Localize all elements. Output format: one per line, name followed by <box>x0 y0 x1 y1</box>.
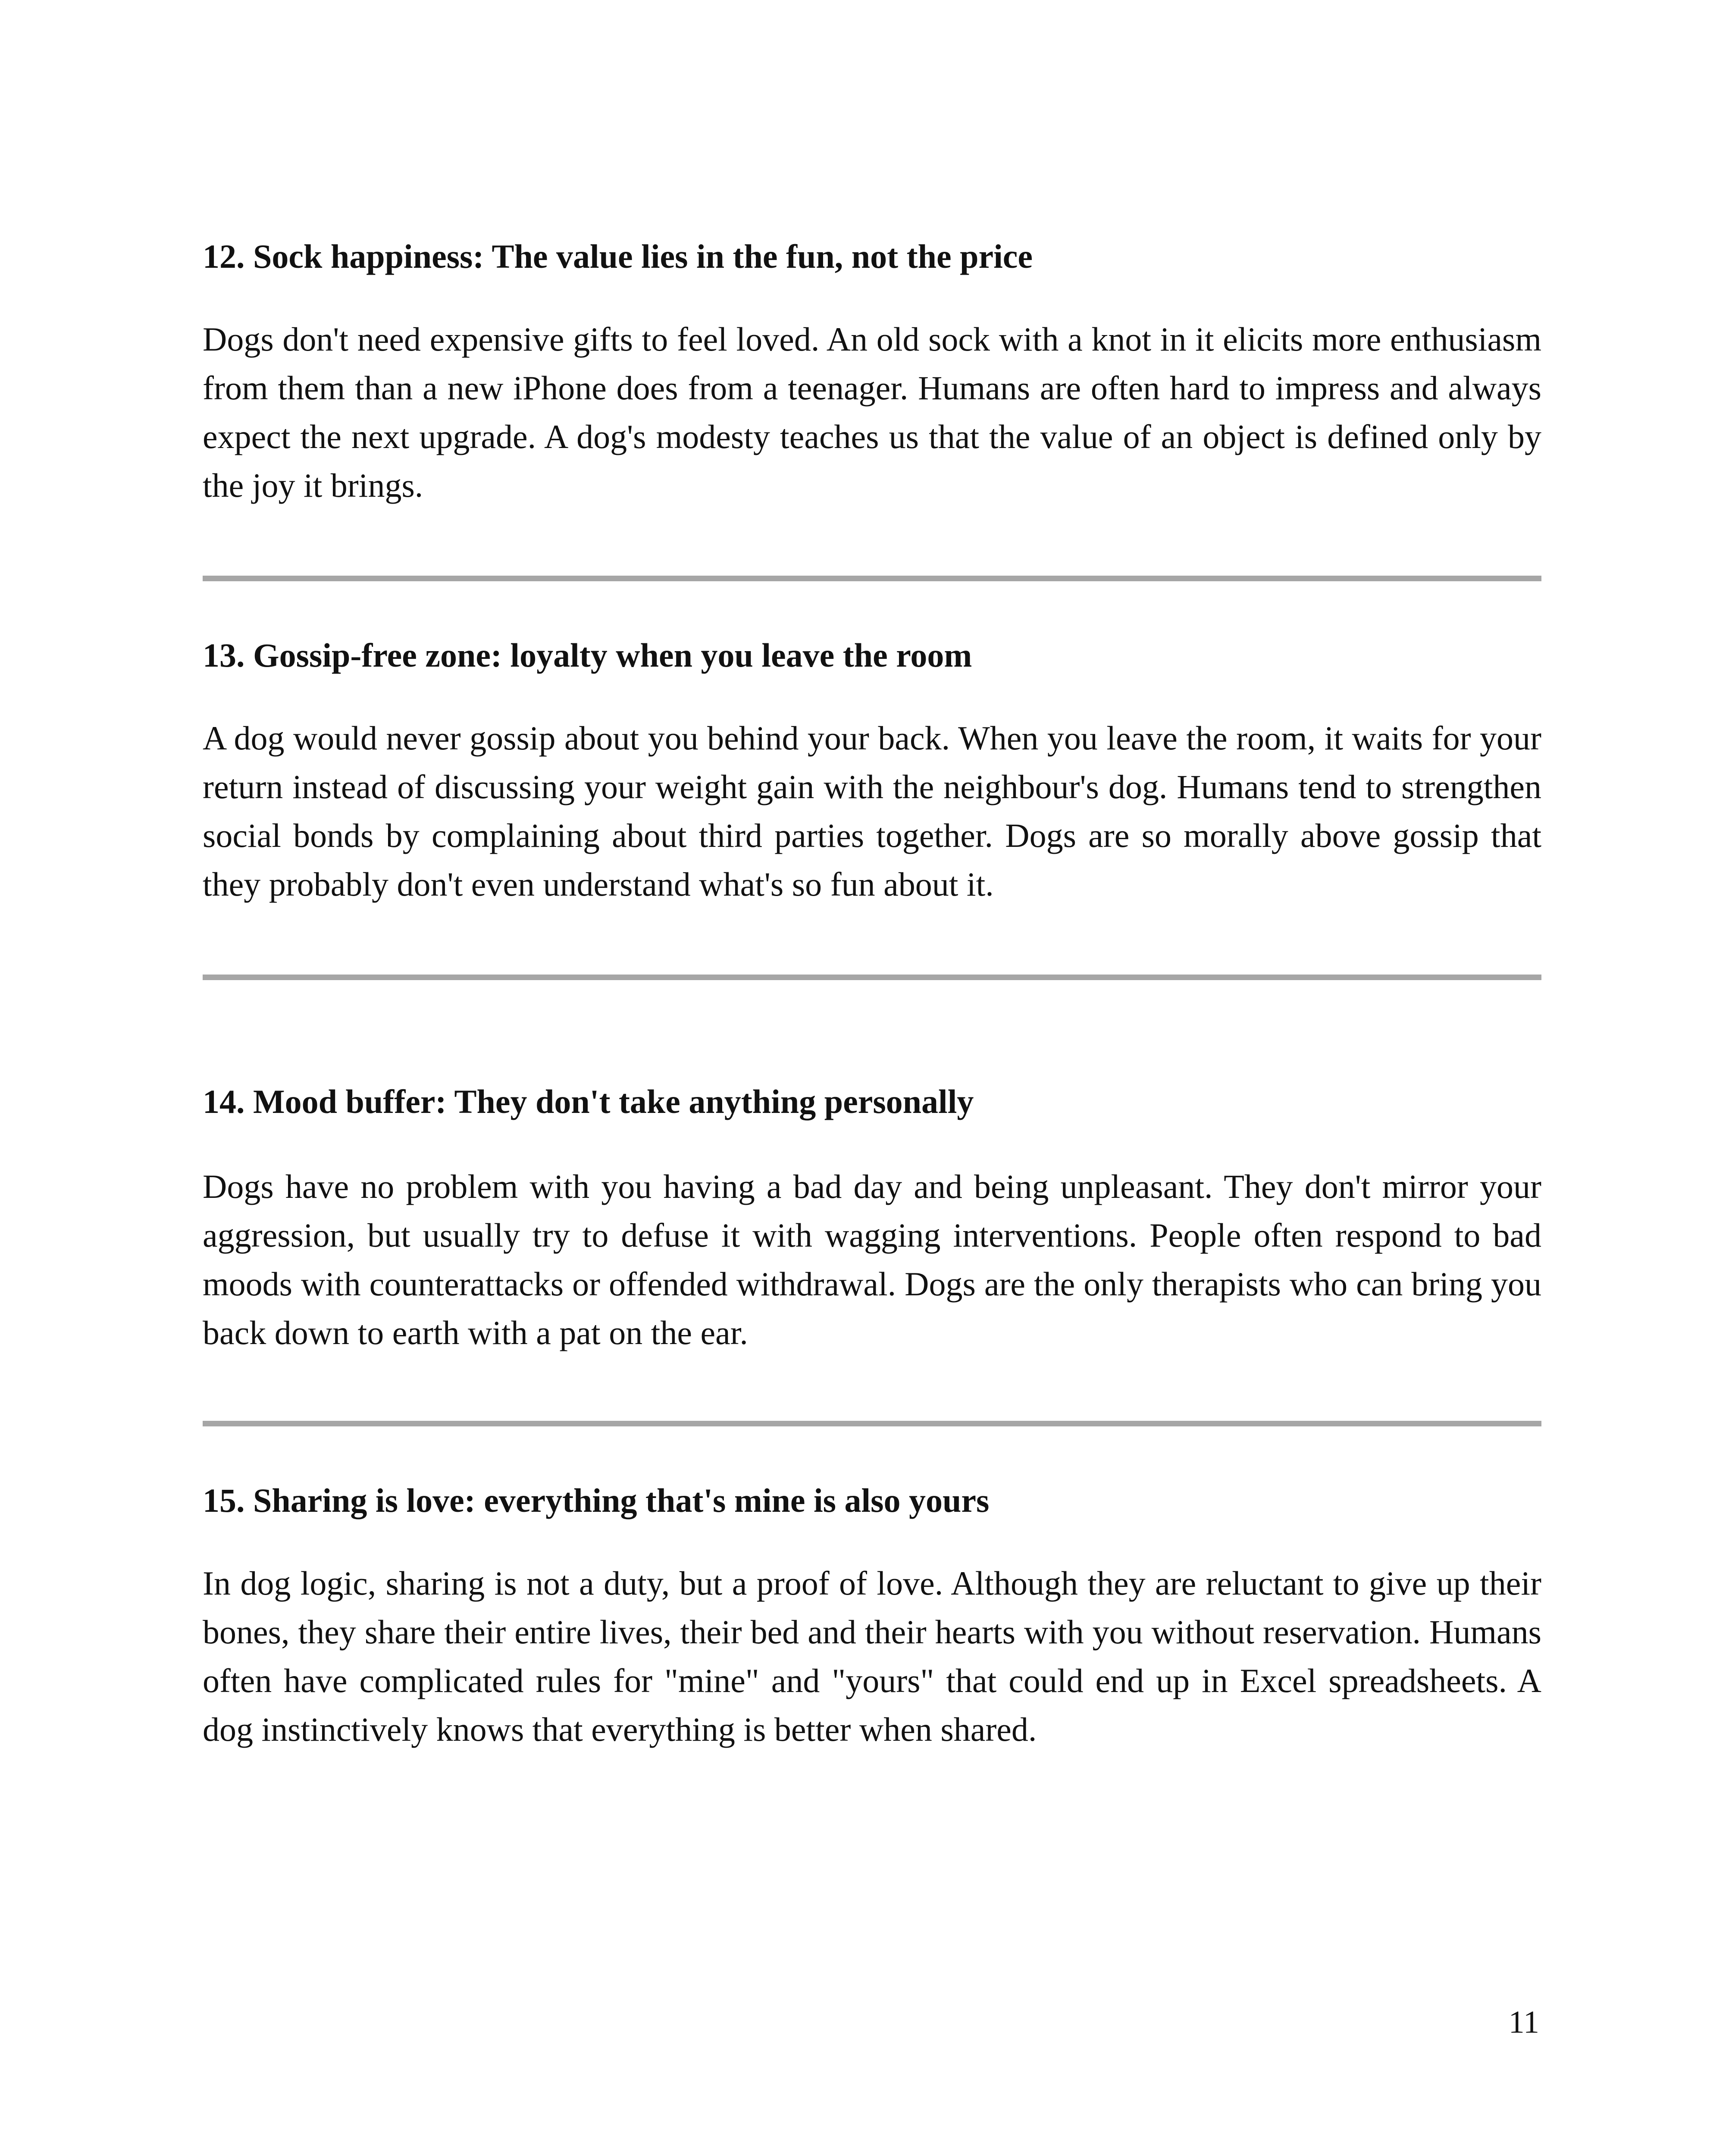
section-13-heading: 13. Gossip-free zone: loyalty when you leave the room <box>203 636 972 674</box>
section-15-body: In dog logic, sharing is not a duty, but a proof of love. Although they are reluctant to give up their bones, they share their entire lives, their bed and their hearts with you without reservation. Humans often have complicated rules for "mine" and "yours" that could end up in Excel spreadsheets. A dog instinctively knows that everything is better when shared. <box>203 1564 1541 1748</box>
section-14-heading: 14. Mood buffer: They don't take anything personally <box>203 1083 974 1120</box>
section-divider <box>203 975 1541 980</box>
section-divider <box>203 1421 1541 1426</box>
section-divider <box>203 576 1541 581</box>
section-15-heading: 15. Sharing is love: everything that's mine is also yours <box>203 1482 990 1519</box>
section-12-heading: 12. Sock happiness: The value lies in the fun, not the price <box>203 238 1033 275</box>
section-14-body: Dogs have no problem with you having a bad day and being unpleasant. They don't mirror your aggression, but usually try to defuse it with wagging interventions. People often respond to bad moods with counterattacks or offended withdrawal. Dogs are the only therapists who can bring you back down to earth with a pat on the ear. <box>203 1168 1541 1351</box>
page-number: 11 <box>1508 2005 1539 2040</box>
section-12-body: Dogs don't need expensive gifts to feel loved. An old sock with a knot in it elicits more enthusiasm from them than a new iPhone does from a teenager. Humans are often hard to impress and always expect the next upgrade. A dog's modesty teaches us that the value of an object is defined only by the joy it brings. <box>203 320 1541 504</box>
section-13-body: A dog would never gossip about you behind your back. When you leave the room, it waits for your return instead of discussing your weight gain with the neighbour's dog. Humans tend to strengthen social bonds by complaining about third parties together. Dogs are so morally above gossip that they probably don't even understand what's so fun about it. <box>203 719 1541 903</box>
